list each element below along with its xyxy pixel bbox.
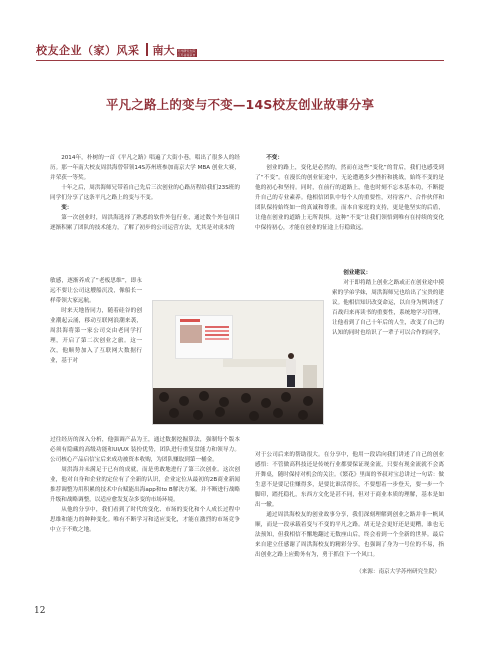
projection-screen (175, 315, 233, 359)
left-column-top (50, 153, 240, 233)
page-number: 12 (34, 606, 46, 616)
right-column-bottom (255, 450, 444, 560)
speaker-figure (285, 353, 297, 387)
subheading-change: 变： (61, 205, 73, 211)
left-column-mid (50, 276, 142, 366)
brand-logo (153, 42, 197, 58)
article-title: 平凡之路上的变与不变—14S校友创业故事分享 (105, 97, 375, 112)
paragraph: 创业的路上，变化是必然的，然而在这些“变化”的背后，我们也感受到了“不变”。在漫长的创业征途中，无论遭遇多少挫折和挑战，始终不变的是他的初心和坚持。同时，在前行的道路上，他也时刻不忘本基本功，不断提升自己的专业素养。他相信团队中每个人的重要性，对待客户、合作伙伴和团队保持始终如一的真诚和尊重。而本自家庭的支持，更是他坚实的后盾，让他在创业的道路上无所畏惧。这种“不变”让我们领悟到唯有在持续的变化中保持初心，才能在创业的征途上行稳致远。 (255, 165, 444, 231)
page-header (36, 36, 444, 58)
subheading-unchanged: 不变： (266, 155, 283, 161)
paragraph: 对于即将踏上创业之路或正在创业途中摸索的学弟学妹，周洪海师兄也给出了宝贵的建议。他相信知识改变命运，以自身为例讲述了百战归来再读书的重要性，系统地学习管理，让他看到了自己十年后的人生，改变了自己的认知的同时也给识了一辈子可以合作的同学， (332, 280, 444, 336)
header-divider (146, 43, 148, 56)
brand-name: 南大 (152, 44, 175, 57)
paragraph: 敏感，逐渐养成了“老板思维”，即永远不要让公司这艘船沉没，像船长一样带领大家远航。 (50, 278, 142, 304)
paragraph: 过往经历的深入分析，他强调产品为王，通过数据挖掘算法，强制每个版本必须有隐藏的高级功能和UI/UX 装扮优势，团队进行重复盘能力和领导力。公司核心产品启信宝后来成功被资本收购，为团队赚取到第一桶金。 (50, 437, 240, 463)
brand-sub (177, 49, 197, 57)
section-label: 校友企业（家）风采 (36, 44, 140, 57)
paragraph: 周洪海并未满足于已有的成就，而是勇敢地进行了第三次创业。这次创业，他对自身和企业的定位有了全新的认识，企业定位从最初的2B商业新闻推荐调整为用积累的技术中台赋能出海app和to B解决方案。并不断进行战略升级和战略调整，以适应愈发复杂多变的市场环境。 (50, 467, 240, 503)
right-column-top (255, 153, 444, 233)
paragraph: 通过周洪海校友的创业故事分享，我们深刻理解到创业之路并非一帆风顺，而是一段承载着变与不变的平凡之路。胡无是会更好还是更糟，谁也无法预知，但我相信不懈地翻过无数座山后，终会看到一个全新的世界。最后来自建立任感谢了周洪海校友的精彩分享，也强调了身为一号位的不易，指出创业之路上应勤务有为，勇于抓住下一个风口。 (255, 512, 444, 558)
article-source: （来源：南京大学苏州研究生院） (356, 569, 440, 575)
paragraph: 2014年，朴树的一首《平凡之路》唱遍了大街小巷，唱出了很多人的经历。那一年南大校友周洪海曾带领14S苏州班参加南京大学 MBA 创业大赛，并荣获一等奖。 (50, 155, 240, 181)
brand-sub-line-1: 苏州研究生院 (177, 49, 196, 53)
header-rule (36, 60, 444, 61)
subheading-advice: 创业建议： (343, 270, 372, 276)
paragraph: 对于公司后来的帮助很大。在分享中，他用一段话向我们讲述了自己的创业感悟：不管做高科技还是传统行业都要保证现金流，只要有现金流就不会离开舞桌，随时保持对机会的关注。《繁花》里面的爷叔对宝总讲过一句话：做生意不是要记住赚得多，是要比谁活得长，不要想着一步登天，要一步一个脚印，踏托稳扎，东西方文化是甚不同，但对于商业本质的理解，基本是如出一辙。 (255, 452, 444, 508)
brand-sub-line-2: 江苏省南京市 (177, 53, 196, 57)
paragraph: 从他的分享中，我们看到了时代的变化、市场的变化和个人成长过程中思维和能力的种种变化。唯有不断学习和适应变化，才能在激烈的市场竞争中立于不败之地。 (50, 507, 240, 533)
left-column-bottom (50, 435, 240, 535)
article-body (50, 153, 444, 563)
paragraph: 十年之后，周洪海师兄带着自己先后三次创业的心路历程给我们23S班的同学们分享了这条平凡之路上的变与不变。 (50, 185, 240, 201)
audience (153, 388, 323, 424)
paragraph: 第一次创业时，周洪海选择了熟悉的软件外包行业，通过数个外包项目逐渐积累了团队的技术能力，了解了初步的公司运营方法，尤其是对成本的 (50, 215, 240, 231)
right-column-mid (332, 268, 444, 338)
article-photo (152, 300, 324, 425)
paragraph: 时来天地皆同力，随着硅谷的创业潮起云涌，移动互联网浪潮来袭，周洪海将第一家公司交由老同学打理，开启了第二次创业之旅。这一次，他顺势加入了互联网大数据行业，基于对 (50, 308, 142, 364)
